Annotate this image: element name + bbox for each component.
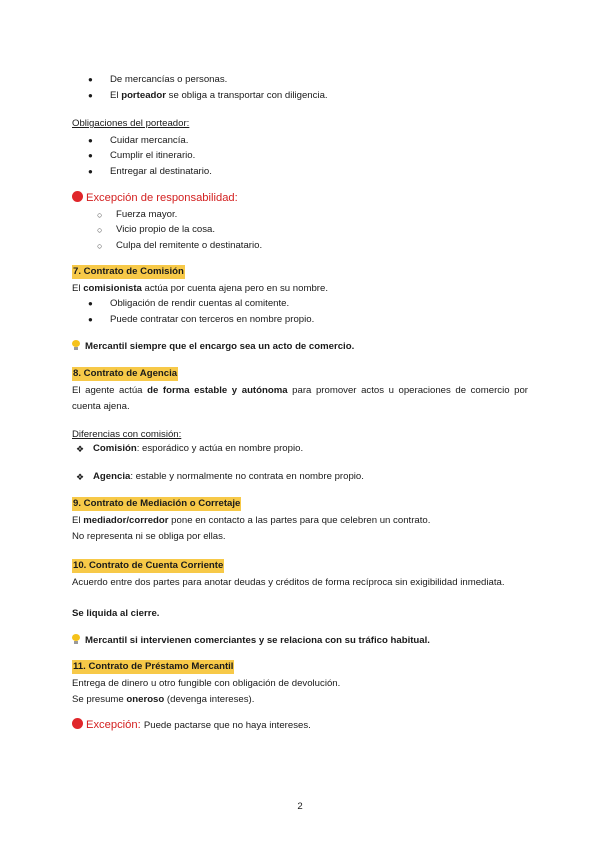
bullet-dot: ●	[88, 167, 93, 176]
list-item: Cumplir el itinerario.	[110, 150, 196, 161]
tip: Mercantil si intervienen comerciantes y se relaciona con su tráfico habitual.	[72, 634, 430, 648]
excepcion-line: Excepción: Puede pactarse que no haya intereses.	[72, 718, 311, 733]
bullet-dot: ●	[88, 136, 93, 145]
paragraph: Se presume oneroso (devenga intereses).	[72, 694, 255, 705]
list-item: Comisión: esporádico y actúa en nombre propio.	[93, 443, 304, 454]
list-item: Cuidar mercancía.	[110, 135, 189, 146]
lightbulb-icon	[72, 340, 80, 350]
diferencias-title: Diferencias con comisión:	[72, 429, 182, 440]
diamond-bullet-icon: ❖	[76, 444, 85, 454]
bullet-dot: ●	[88, 75, 93, 84]
diamond-bullet-icon: ❖	[76, 472, 85, 482]
paragraph: Entrega de dinero u otro fungible con obligación de devolución.	[72, 678, 341, 689]
paragraph: Acuerdo entre dos partes para anotar deudas y créditos de forma recíproca sin exigibilidad inmediata.	[72, 577, 505, 588]
list-item: Vicio propio de la cosa.	[116, 224, 216, 235]
bullet-dot: ●	[88, 315, 93, 324]
circle-bullet: ○	[97, 225, 103, 235]
paragraph: El comisionista actúa por cuenta ajena pero en su nombre.	[72, 283, 328, 294]
paragraph: El mediador/corredor pone en contacto a las partes para que celebren un contrato.	[72, 515, 431, 526]
lightbulb-icon	[72, 634, 80, 644]
list-item: Culpa del remitente o destinatario.	[116, 240, 263, 251]
section-heading-9: 9. Contrato de Mediación o Corretaje	[73, 498, 241, 509]
tip: Mercantil siempre que el encargo sea un acto de comercio.	[72, 340, 354, 354]
section-heading-7: 7. Contrato de Comisión	[73, 266, 184, 277]
bullet-dot: ●	[88, 299, 93, 308]
list-item: Fuerza mayor.	[116, 209, 178, 220]
list-item: Entregar al destinatario.	[110, 166, 212, 177]
red-circle-icon	[72, 718, 83, 729]
paragraph: No representa ni se obliga por ellas.	[72, 531, 226, 542]
paragraph: Se liquida al cierre.	[72, 608, 160, 619]
section-heading-8: 8. Contrato de Agencia	[73, 368, 178, 379]
bullet-dot: ●	[88, 151, 93, 160]
section-heading-11: 11. Contrato de Préstamo Mercantil	[73, 661, 234, 672]
list-item: De mercancías o personas.	[110, 74, 228, 85]
page-number: 2	[297, 801, 303, 812]
list-item: Puede contratar con terceros en nombre propio.	[110, 314, 315, 325]
list-item: Obligación de rendir cuentas al comitente.	[110, 298, 290, 309]
section-heading-10: 10. Contrato de Cuenta Corriente	[73, 560, 224, 571]
circle-bullet: ○	[97, 210, 103, 220]
red-circle-icon	[72, 191, 83, 202]
circle-bullet: ○	[97, 241, 103, 251]
paragraph: El agente actúa de forma estable y autónoma para promover actos u operaciones de comercio por cuenta ajena.	[72, 385, 529, 412]
obligaciones-title: Obligaciones del porteador:	[72, 118, 190, 129]
excepcion-responsabilidad-title: Excepción de responsabilidad:	[72, 191, 238, 206]
list-item: Agencia: estable y normalmente no contrata en nombre propio.	[93, 471, 364, 482]
list-item: El porteador se obliga a transportar con diligencia.	[110, 90, 328, 101]
bullet-dot: ●	[88, 91, 93, 100]
